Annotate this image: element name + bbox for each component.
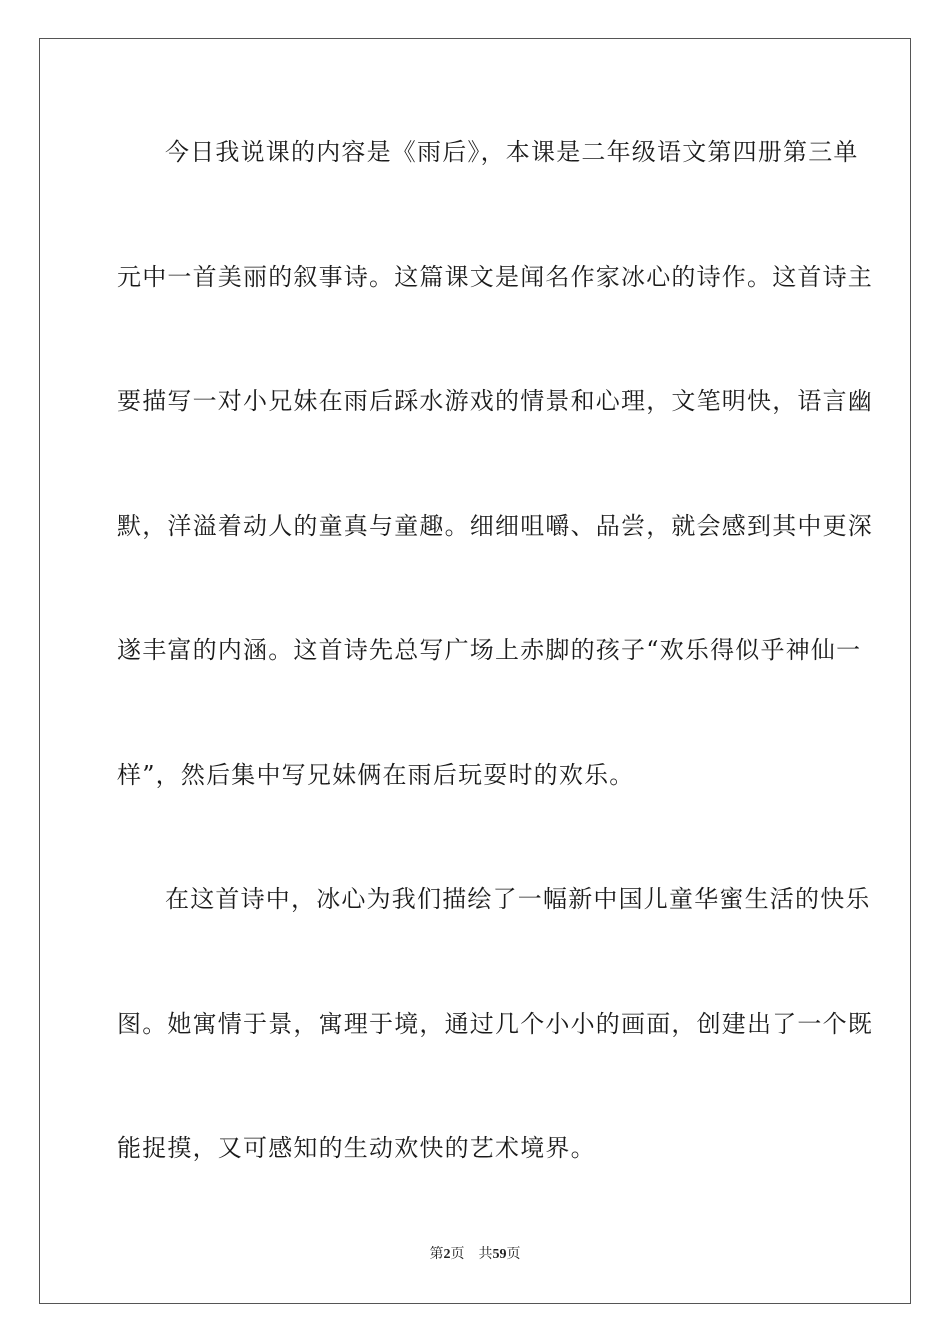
- text-line: 样”，然后集中写兄妹俩在雨后玩耍时的欢乐。: [117, 761, 635, 789]
- current-page-number: 2: [443, 1247, 451, 1262]
- total-pages-suffix: 页: [506, 1247, 521, 1262]
- page-number-suffix: 页: [450, 1247, 465, 1262]
- total-pages-prefix: 共: [478, 1247, 493, 1262]
- text-line: 图。她寓情于景，寓理于境，通过几个小小的画面，创建出了一个既: [117, 1010, 873, 1038]
- page-border: [39, 38, 911, 1304]
- text-line: 今日我说课的内容是《雨后》，本课是二年级语文第四册第三单: [165, 138, 859, 166]
- total-page-count: 59: [492, 1247, 507, 1262]
- page-number-prefix: 第: [429, 1247, 444, 1262]
- text-line: 在这首诗中，冰心为我们描绘了一幅新中国儿童华蜜生活的快乐: [165, 885, 871, 913]
- text-line: 能捉摸，又可感知的生动欢快的艺术境界。: [117, 1134, 596, 1162]
- text-line: 遂丰富的内涵。这首诗先总写广场上赤脚的孩子“欢乐得似乎神仙一: [117, 636, 862, 664]
- text-line: 要描写一对小兄妹在雨后踩水游戏的情景和心理，文笔明快，语言幽: [117, 387, 873, 415]
- text-line: 元中一首美丽的叙事诗。这篇课文是闻名作家冰心的诗作。这首诗主: [117, 263, 873, 291]
- text-line: 默，洋溢着动人的童真与童趣。细细咀嚼、品尝，就会感到其中更深: [117, 512, 873, 540]
- page-footer: [0, 1246, 950, 1264]
